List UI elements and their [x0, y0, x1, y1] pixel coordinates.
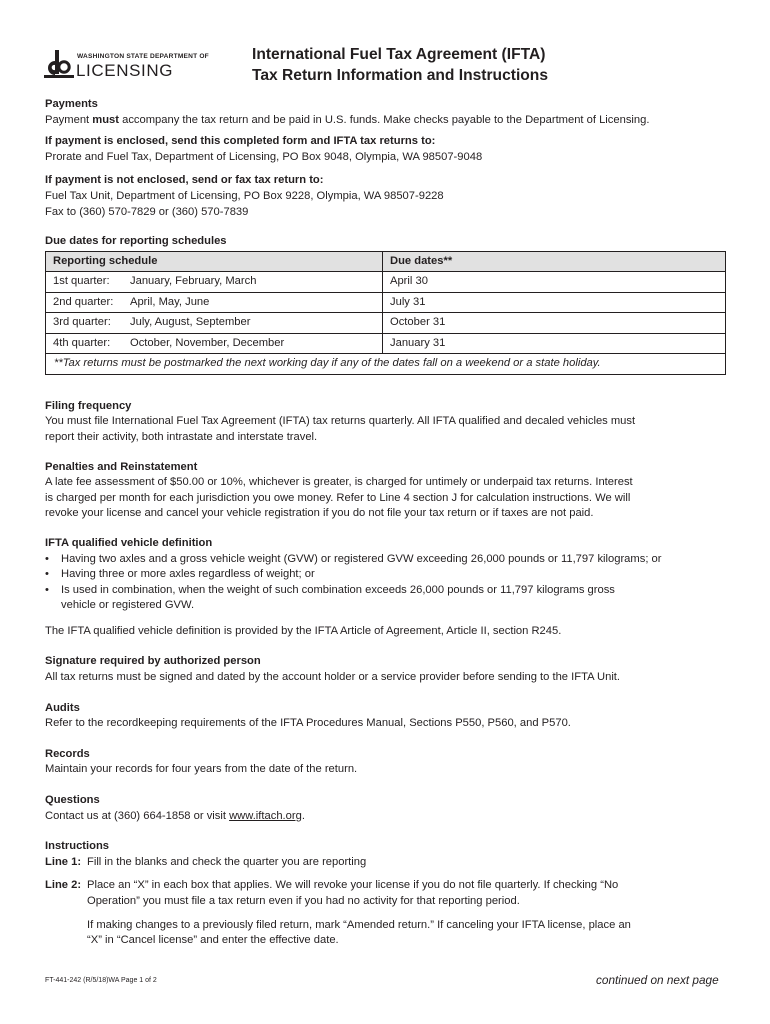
- iftach-link[interactable]: www.iftach.org: [229, 809, 302, 822]
- payments-text: [45, 113, 735, 129]
- list-item: [45, 552, 735, 568]
- vehicle-definition-section: [45, 536, 735, 640]
- continued-note: continued on next page: [596, 973, 719, 987]
- list-item: [45, 583, 735, 614]
- vehicle-def-source: The IFTA qualified vehicle definition is provided by the IFTA Article of Agreement, Article II, section R245.: [45, 624, 562, 637]
- list-item-text: Is used in combination, when the weight of such combination exceeds 26,000 pounds or 11,797 kilograms gross: [61, 583, 615, 596]
- document-body: [45, 97, 735, 957]
- months-cell: July, August, September: [123, 313, 383, 334]
- quarter-cell: 1st quarter:: [46, 272, 124, 293]
- not-enclosed-section: [45, 173, 735, 220]
- filing-line-1: You must file International Fuel Tax Agreement (IFTA) tax returns quarterly. All IFTA qualified and decaled vehicles must: [45, 415, 636, 428]
- questions-text-post: .: [301, 809, 305, 822]
- questions-text-pre: Contact us at (360) 664-1858 or visit: [45, 809, 230, 822]
- penalties-line-1: A late fee assessment of $50.00 or 10%, whichever is greater, is charged for untimely or underpaid tax returns. Interest: [45, 476, 633, 489]
- vehicle-def-heading: IFTA qualified vehicle definition: [45, 536, 213, 549]
- records-text: Maintain your records for four years from the date of the return.: [45, 763, 358, 776]
- due-cell: January 31: [383, 333, 726, 354]
- line-2-para-1b: Operation” you must file a tax return even if you had no activity for that reporting period.: [87, 895, 520, 907]
- list-item-text: Having three or more axles regardless of weight; or: [61, 568, 315, 581]
- audits-section: [45, 701, 735, 732]
- table-header-row: [46, 251, 726, 272]
- filing-heading: Filing frequency: [45, 399, 132, 412]
- bullet-icon: •: [45, 552, 49, 565]
- enclosed-address: Prorate and Fuel Tax, Department of Licensing, PO Box 9048, Olympia, WA 98507-9048: [45, 150, 483, 163]
- due-cell: April 30: [383, 272, 726, 293]
- signature-heading: Signature required by authorized person: [45, 655, 261, 668]
- page-title: [252, 44, 548, 86]
- filing-line-2: report their activity, both intrastate and interstate travel.: [45, 430, 318, 443]
- form-id: FT-441-242 (R/5/18)WA Page 1 of 2: [45, 977, 157, 984]
- payments-section: [45, 97, 735, 128]
- enclosed-section: [45, 134, 735, 165]
- bullet-icon: •: [45, 568, 49, 581]
- filing-frequency-section: [45, 399, 735, 446]
- payments-text-post: accompany the tax return and be paid in U.S. funds. Make checks payable to the Department of Licensing.: [119, 113, 650, 126]
- line-2-label: Line 2:: [45, 879, 82, 892]
- line-2-para-2b: “X” in “Cancel license” and enter the effective date.: [87, 934, 339, 947]
- quarter-cell: 3rd quarter:: [46, 313, 124, 334]
- months-cell: January, February, March: [123, 272, 383, 293]
- line-2-instruction: [45, 878, 735, 948]
- line-2-para-2a: If making changes to a previously filed return, mark “Amended return.” If canceling your IFTA license, place an: [87, 918, 631, 931]
- questions-heading: Questions: [45, 794, 100, 807]
- col-header-due: Due dates**: [383, 251, 726, 272]
- payments-text-pre: Payment: [45, 113, 93, 126]
- records-section: [45, 747, 735, 778]
- penalties-section: [45, 460, 735, 522]
- line-2-text: [87, 878, 735, 948]
- audits-text: Refer to the recordkeeping requirements of the IFTA Procedures Manual, Sections P550, P560, and P570.: [45, 717, 571, 730]
- due-dates-section: [45, 234, 735, 375]
- due-dates-table: [45, 251, 726, 375]
- penalties-line-3: revoke your license and cancel your vehicle registration if you do not file your tax return or if taxes are not paid.: [45, 507, 594, 520]
- payments-text-bold: must: [92, 113, 119, 126]
- due-dates-heading: Due dates for reporting schedules: [45, 235, 227, 248]
- penalties-line-2: is charged per month for each jurisdiction you owe money. Refer to Line 4 section J for calculation instructions. We will: [45, 491, 631, 504]
- not-enclosed-address: Fuel Tax Unit, Department of Licensing, PO Box 9228, Olympia, WA 98507-9228: [45, 189, 444, 202]
- line-1-label: Line 1:: [45, 855, 82, 868]
- list-item-text-cont: vehicle or registered GVW.: [61, 599, 195, 612]
- line-1-text: Fill in the blanks and check the quarter you are reporting: [87, 855, 367, 868]
- instructions-heading: Instructions: [45, 840, 110, 853]
- months-cell: October, November, December: [123, 333, 383, 354]
- penalties-heading: Penalties and Reinstatement: [45, 460, 198, 473]
- due-dates-note: **Tax returns must be postmarked the next working day if any of the dates fall on a weekend or a state holiday.: [46, 354, 726, 375]
- bullet-icon: •: [45, 583, 49, 596]
- signature-section: [45, 654, 735, 685]
- records-heading: Records: [45, 747, 90, 760]
- dol-logo-icon: [44, 50, 74, 78]
- table-row: [46, 313, 726, 334]
- table-row: [46, 333, 726, 354]
- logo-main-text: LICENSING: [76, 61, 174, 80]
- signature-text: All tax returns must be signed and dated by the account holder or a service provider before sending to the IFTA Unit.: [45, 671, 621, 684]
- questions-section: [45, 793, 735, 824]
- not-enclosed-heading: If payment is not enclosed, send or fax tax return to:: [45, 174, 324, 187]
- instructions-section: [45, 839, 735, 949]
- title-line-1: International Fuel Tax Agreement (IFTA): [252, 46, 546, 63]
- payments-heading: Payments: [45, 98, 98, 110]
- col-header-schedule: Reporting schedule: [46, 251, 383, 272]
- table-row: [46, 292, 726, 313]
- months-cell: April, May, June: [123, 292, 383, 313]
- quarter-cell: 2nd quarter:: [46, 292, 124, 313]
- audits-heading: Audits: [45, 701, 80, 714]
- title-line-2: Tax Return Information and Instructions: [252, 67, 549, 84]
- list-item: [45, 567, 735, 583]
- quarter-cell: 4th quarter:: [46, 333, 124, 354]
- enclosed-heading: If payment is enclosed, send this completed form and IFTA tax returns to:: [45, 135, 436, 148]
- dol-logo: [44, 50, 209, 80]
- due-cell: October 31: [383, 313, 726, 334]
- not-enclosed-fax: Fax to (360) 570-7829 or (360) 570-7839: [45, 205, 249, 218]
- due-cell: July 31: [383, 292, 726, 313]
- line-1-instruction: [45, 855, 735, 871]
- table-row: [46, 272, 726, 293]
- logo-top-text: WASHINGTON STATE DEPARTMENT OF: [77, 53, 209, 60]
- questions-text: [45, 809, 735, 825]
- line-2-para-1a: Place an “X” in each box that applies. We will revoke your license if you do not file quarterly. If checking “No: [87, 879, 619, 892]
- table-note-row: [46, 354, 726, 375]
- list-item-text: Having two axles and a gross vehicle weight (GVW) or registered GVW exceeding 26,000 pounds or 11,797 kilograms; or: [61, 552, 662, 565]
- vehicle-def-list: [45, 552, 735, 614]
